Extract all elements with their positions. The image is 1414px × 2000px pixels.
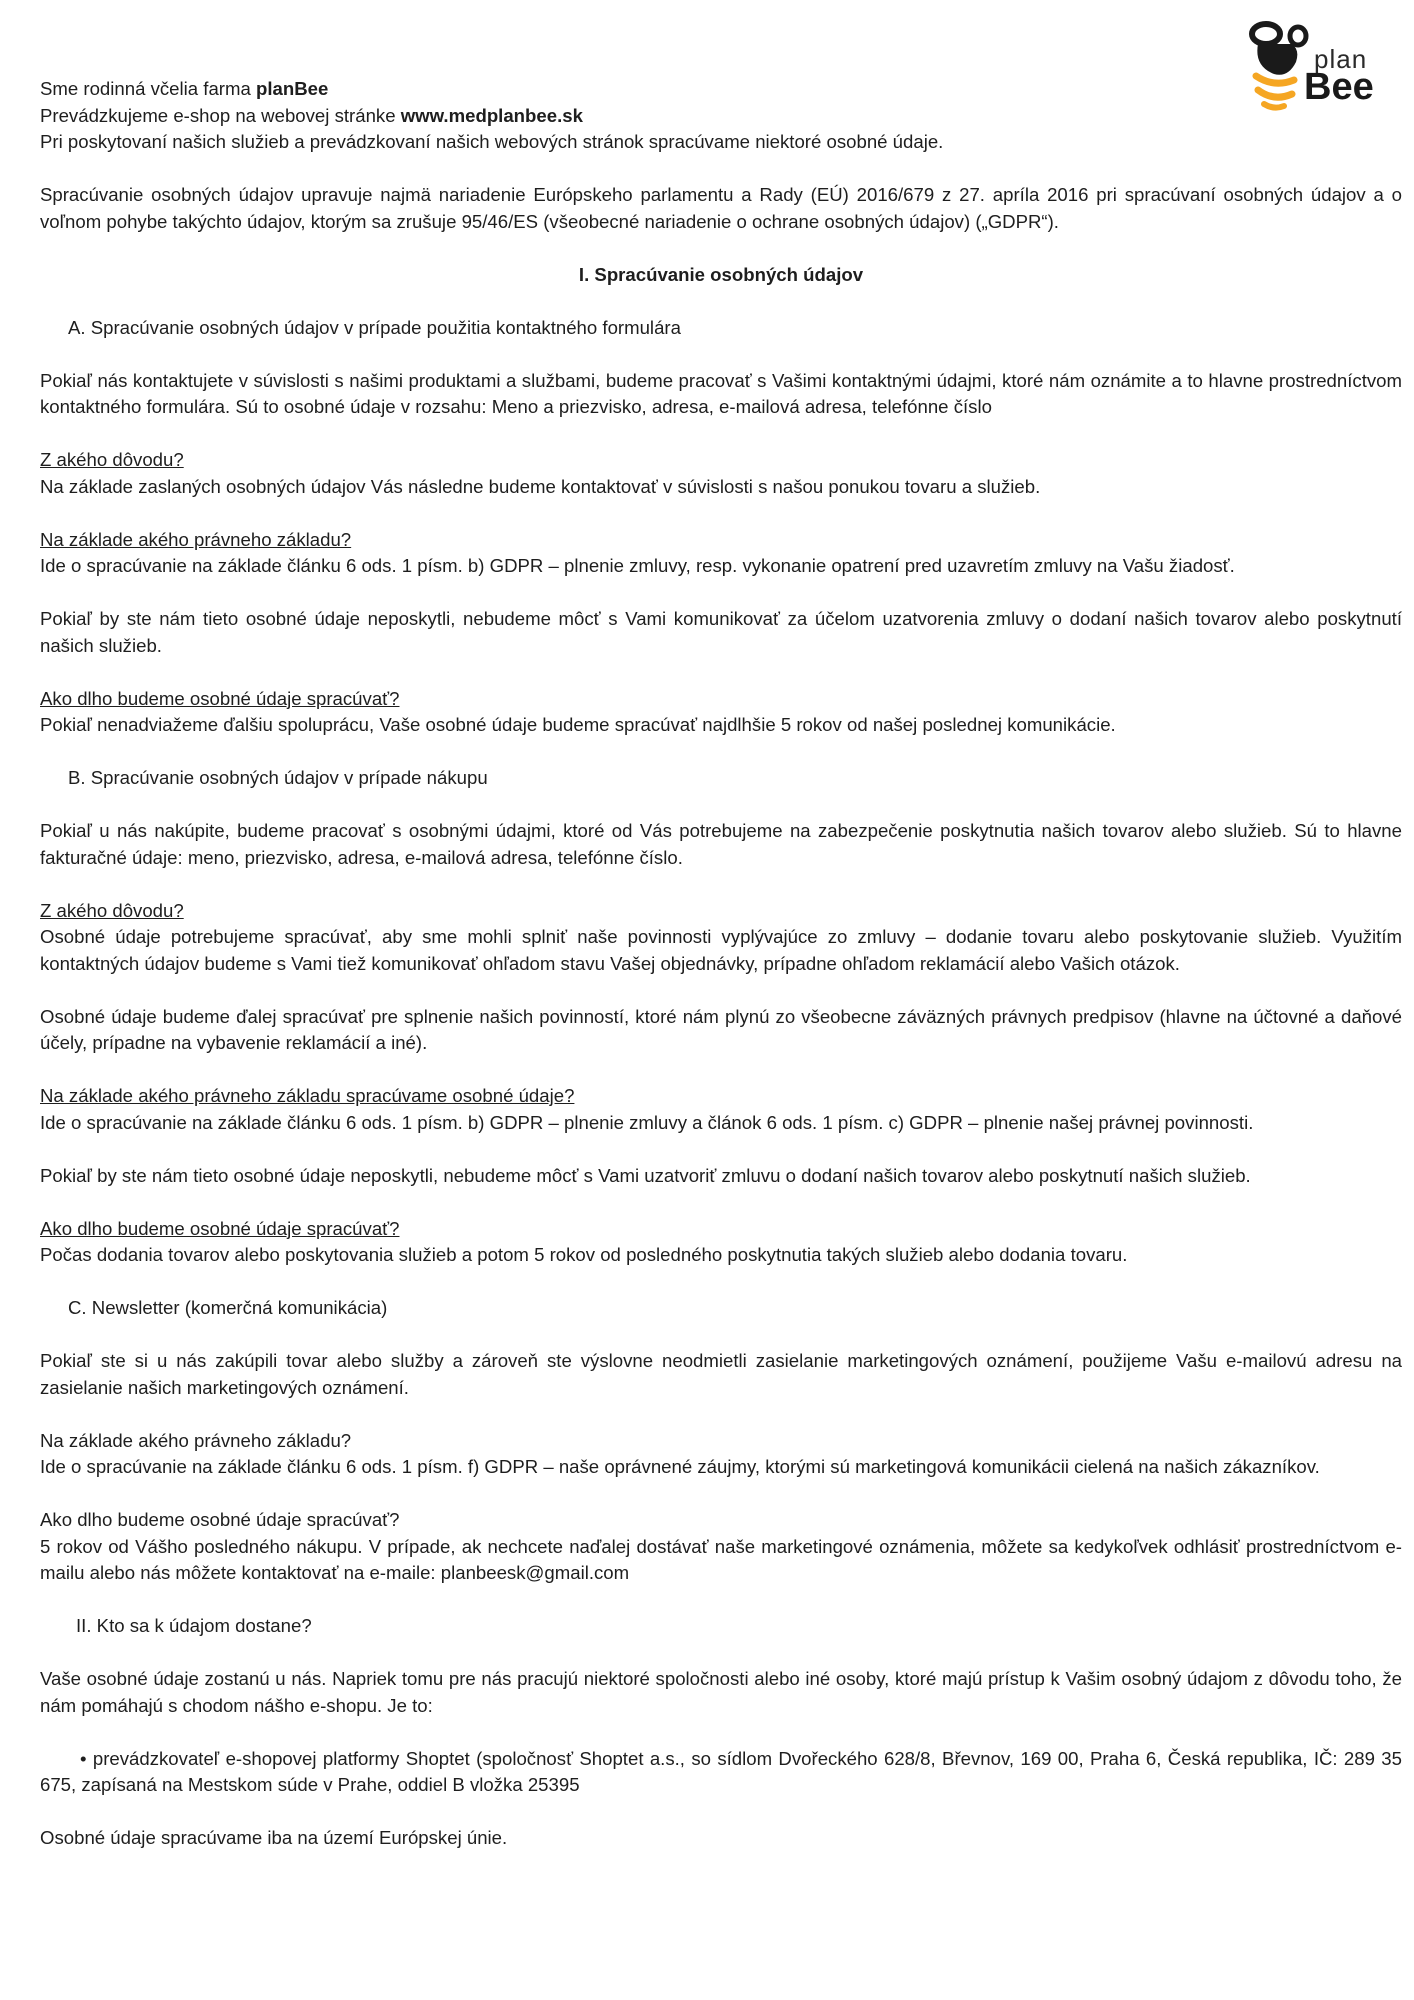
section-a-q1-block <box>40 447 1402 500</box>
section-b-a1: Osobné údaje potrebujeme spracúvať, aby sme mohli splniť naše povinnosti vyplývajúce zo zmluvy – dodanie tovaru alebo poskytovanie služieb. Využitím kontaktných údajov budeme s Vami tiež komunikovať ohľadom stavu Vašej objednávky, prípadne ohľadom reklamácií alebo Vašich otázok. <box>40 926 1402 974</box>
section-c-q2: Ako dlho budeme osobné údaje spracúvať? <box>40 1509 400 1530</box>
section-c-a1: Ide o spracúvanie na základe článku 6 ods. 1 písm. f) GDPR – naše oprávnené záujmy, ktorými sú marketingová komunikácii cielená na našich zákazníkov. <box>40 1456 1320 1477</box>
section-b-q2-block <box>40 1083 1402 1136</box>
section-a-a3: Pokiaľ nenadviažeme ďalšiu spoluprácu, Vaše osobné údaje budeme spracúvať najdlhšie 5 rokov od našej poslednej komunikácie. <box>40 714 1116 735</box>
section-b-q2: Na základe akého právneho základu spracúvame osobné údaje? <box>40 1085 575 1106</box>
intro-line-2: Prevádzkujeme e-shop na webovej stránke <box>40 104 401 126</box>
logo-text-plan: plan <box>1314 44 1368 74</box>
logo-text-bee: Bee <box>1304 66 1374 108</box>
section-2-p2: Osobné údaje spracúvame iba na území Európskej únie. <box>40 1827 508 1848</box>
section-c-title: C. Newsletter (komerčná komunikácia) <box>68 1297 388 1318</box>
section-a-title: A. Spracúvanie osobných údajov v prípade použitia kontaktného formulára <box>68 316 681 338</box>
section-b-p2: Osobné údaje budeme ďalej spracúvať pre splnenie našich povinností, ktoré nám plynú zo všeobecne záväzných právnych predpisov (hlavne na účtovné a daňové účely, prípadne na vybavenie reklamácií a iné). <box>40 1005 1402 1053</box>
section-a-a1: Na základe zaslaných osobných údajov Vás následne budeme kontaktovať v súvislosti s našou ponukou tovaru a služieb. <box>40 475 1041 497</box>
gdpr-intro: Spracúvanie osobných údajov upravuje najmä nariadenie Európskeho parlamentu a Rady (EÚ) 2016/679 z 27. apríla 2016 pri spracúvaní osobných údajov a o voľnom pohybe takýchto údajov, ktorým sa zrušuje 95/46/ES (všeobecné nariadenie o ochrane osobných údajov) („GDPR“). <box>40 184 1402 232</box>
section-2-title: II. Kto sa k údajom dostane? <box>76 1615 312 1636</box>
section-a-a2: Ide o spracúvanie na základe článku 6 ods. 1 písm. b) GDPR – plnenie zmluvy, resp. vykonanie opatrení pred uzavretím zmluvy na Vašu žiadosť. <box>40 555 1235 576</box>
website-url: www.medplanbee.sk <box>400 104 583 126</box>
section-2-p1: Vaše osobné údaje zostanú u nás. Napriek tomu pre nás pracujú niektoré spoločnosti alebo iné osoby, ktoré majú prístup k Vašim osobný údajom z dôvodu toho, že nám pomáhajú s chodom nášho e-shopu. Je to: <box>40 1668 1402 1716</box>
section-c-q1: Na základe akého právneho základu? <box>40 1429 352 1451</box>
section-b-q1-block <box>40 898 1402 978</box>
section-b-p1: Pokiaľ u nás nakúpite, budeme pracovať s osobnými údajmi, ktoré od Vás potrebujeme na zabezpečenie poskytnutia našich tovarov alebo služieb. Sú to hlavne fakturačné údaje: meno, priezvisko, adresa, e-mailová adresa, telefónne číslo. <box>40 820 1402 868</box>
section-b-q3-block <box>40 1216 1402 1269</box>
section-1-title: I. Spracúvanie osobných údajov <box>578 263 864 285</box>
section-2-bullet: • prevádzkovateľ e-shopovej platformy Shoptet (spoločnosť Shoptet a.s., so sídlom Dvořeckého 628/8, Břevnov, 169 00, Praha 6, Česká republika, IČ: 289 35 675, zapísaná na Mestskom súde v Prahe, oddiel B vložka 25395 <box>40 1747 1402 1795</box>
section-b-a3: Počas dodania tovarov alebo poskytovania služieb a potom 5 rokov od posledného poskytnutia takých služieb alebo dodania tovaru. <box>40 1244 1128 1265</box>
section-b-a2: Ide o spracúvanie na základe článku 6 ods. 1 písm. b) GDPR – plnenie zmluvy a článok 6 ods. 1 písm. c) GDPR – plnenie našej právnej povinnosti. <box>40 1111 1254 1133</box>
section-a-p2: Pokiaľ by ste nám tieto osobné údaje neposkytli, nebudeme môcť s Vami komunikovať za účelom uzatvorenia zmluvy o dodaní našich tovarov alebo poskytnutí našich služieb. <box>40 608 1402 656</box>
section-c-a2: 5 rokov od Vášho posledného nákupu. V prípade, ak nechcete naďalej dostávať naše marketingové oznámenia, môžete sa kedykoľvek odhlásiť prostredníctvom e-mailu alebo nás môžete kontaktovať na e-maile: planbeesk@gmail.com <box>40 1535 1402 1583</box>
intro-line-1: Sme rodinná včelia farma <box>40 78 256 99</box>
section-a-q3-block <box>40 686 1402 739</box>
intro-line-3: Pri poskytovaní našich služieb a prevádzkovaní našich webových stránok spracúvame niektoré osobné údaje. <box>40 131 944 152</box>
section-c-q1-block <box>40 1428 1402 1481</box>
section-a-q1: Z akého dôvodu? <box>40 449 184 470</box>
section-c-p1: Pokiaľ ste si u nás zakúpili tovar alebo služby a zároveň ste výslovne neodmietli zasielanie marketingových oznámení, použijeme Vašu e-mailovú adresu na zasielanie našich marketingových oznámení. <box>40 1350 1402 1398</box>
section-a-q3: Ako dlho budeme osobné údaje spracúvať? <box>40 687 400 709</box>
section-a-q2: Na základe akého právneho základu? <box>40 528 352 550</box>
farm-name: planBee <box>256 78 329 99</box>
section-b-title: B. Spracúvanie osobných údajov v prípade nákupu <box>68 767 488 788</box>
section-b-q1: Z akého dôvodu? <box>40 899 184 921</box>
document-body <box>40 76 1402 1878</box>
section-b-p3: Pokiaľ by ste nám tieto osobné údaje neposkytli, nebudeme môcť s Vami uzatvoriť zmluvu o dodaní našich tovarov alebo poskytnutí našich služieb. <box>40 1164 1251 1186</box>
section-b-q3: Ako dlho budeme osobné údaje spracúvať? <box>40 1217 400 1239</box>
section-a-p1: Pokiaľ nás kontaktujete v súvislosti s našimi produktami a službami, budeme pracovať s Vašimi kontaktnými údajmi, ktoré nám oznámite a to hlavne prostredníctvom kontaktného formulára. Sú to osobné údaje v rozsahu: Meno a priezvisko, adresa, e-mailová adresa, telefónne číslo <box>40 369 1402 417</box>
section-c-q2-block <box>40 1507 1402 1587</box>
section-a-q2-block <box>40 527 1402 580</box>
intro <box>40 76 1402 156</box>
